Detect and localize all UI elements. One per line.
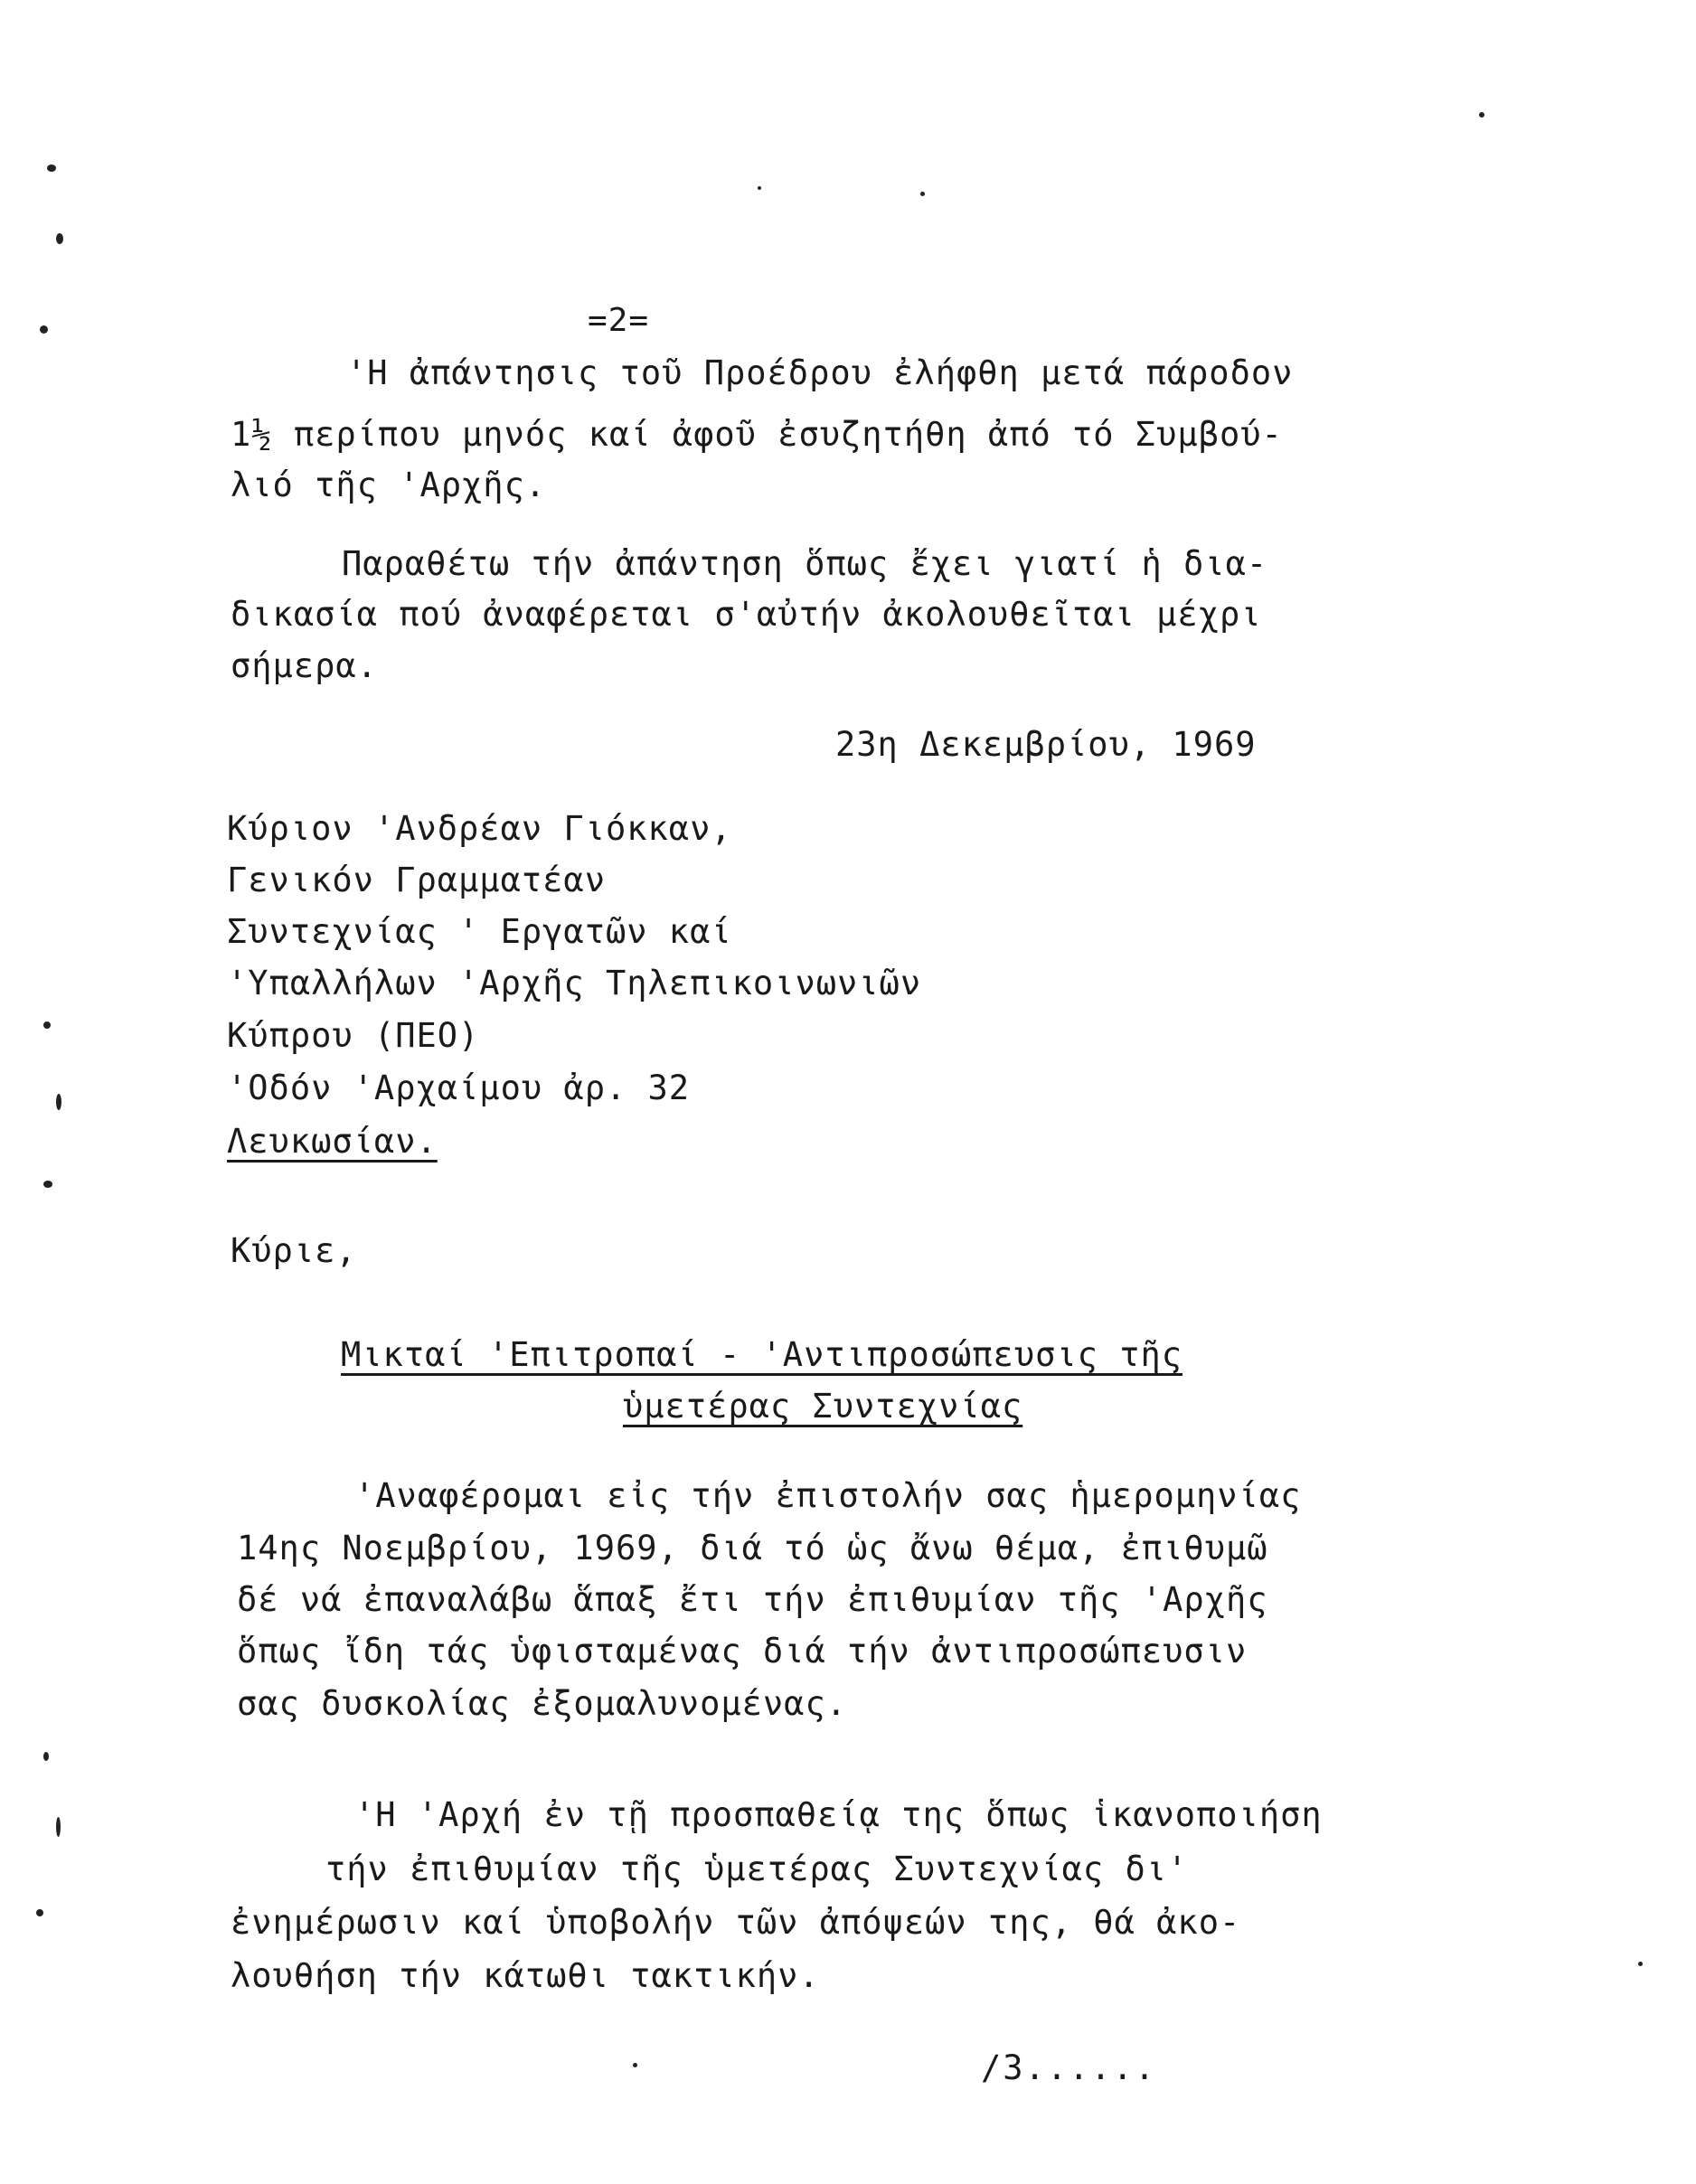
address-line-5: Κύπρου (ΠΕΟ) bbox=[227, 1016, 480, 1055]
body1-line-4: ὅπως ἴδη τάς ὑφισταμένας διά τήν ἀντιπροσώπευσιν bbox=[237, 1632, 1248, 1671]
body2-line-4: λουθήση τήν κάτωθι τακτικήν. bbox=[231, 1956, 820, 1995]
scan-speck bbox=[758, 186, 761, 190]
scan-speck bbox=[40, 325, 48, 334]
scan-speck bbox=[1479, 112, 1484, 118]
address-line-1: Κύριον 'Ανδρέαν Γιόκκαν, bbox=[227, 809, 732, 848]
scan-speck bbox=[43, 1021, 51, 1029]
salutation: Κύριε, bbox=[231, 1231, 357, 1270]
address-line-4: 'Υπαλλήλων 'Αρχῆς Τηλεπικοινωνιῶν bbox=[227, 964, 922, 1003]
scan-speck bbox=[633, 2063, 637, 2067]
scan-speck bbox=[36, 1909, 43, 1916]
subject-line-1: Μικταί 'Επιτροπαί - 'Αντιπροσώπευσις τῆς bbox=[341, 1335, 1183, 1374]
scan-speck bbox=[56, 233, 63, 244]
scan-speck bbox=[47, 165, 56, 172]
body1-line-1: 'Αναφέρομαι εἰς τήν ἐπιστολήν σας ἡμερομηνίας bbox=[354, 1476, 1302, 1515]
address-line-7: Λευκωσίαν. bbox=[227, 1122, 438, 1161]
body1-line-5: σας δυσκολίας ἐξομαλυνομένας. bbox=[237, 1684, 848, 1723]
intro-line-1: 'Η ἀπάντησις τοῦ Προέδρου ἐλήφθη μετά πάροδον bbox=[346, 353, 1294, 392]
intro-line-3: λιό τῆς 'Αρχῆς. bbox=[231, 466, 547, 504]
body2-line-3: ἐνημέρωσιν καί ὑποβολήν τῶν ἀπόψεών της, θά ἀκο- bbox=[231, 1903, 1241, 1942]
scan-speck bbox=[56, 1094, 61, 1110]
intro-line-5: δικασία πού ἀναφέρεται σ'αὐτήν ἀκολουθεῖται μέχρι bbox=[231, 595, 1262, 634]
body1-line-3: δέ νά ἐπαναλάβω ἅπαξ ἔτι τήν ἐπιθυμίαν τῆς 'Αρχῆς bbox=[237, 1580, 1268, 1619]
body2-line-1: 'Η 'Αρχή ἐν τῇ προσπαθείᾳ της ὅπως ἱκανοποιήση bbox=[354, 1795, 1323, 1834]
intro-line-6: σήμερα. bbox=[231, 646, 378, 685]
continuation-mark: /3...... bbox=[981, 2048, 1157, 2087]
intro-line-4: Παραθέτω τήν ἀπάντηση ὅπως ἔχει γιατί ἡ δια- bbox=[342, 544, 1268, 583]
address-line-3: Συντεχνίας ' Εργατῶν καί bbox=[227, 912, 732, 951]
address-line-6: 'Οδόν 'Αρχαίμου ἀρ. 32 bbox=[227, 1068, 691, 1107]
scan-speck bbox=[1638, 1962, 1643, 1966]
subject-line-2: ὑμετέρας Συντεχνίας bbox=[623, 1387, 1023, 1426]
address-line-2: Γενικόν Γραμματέαν bbox=[227, 861, 606, 899]
scan-speck bbox=[43, 1181, 52, 1188]
scan-speck bbox=[56, 1817, 61, 1837]
page-number: =2= bbox=[588, 302, 650, 339]
scan-speck bbox=[43, 1752, 49, 1761]
intro-line-2: 1½ περίπου μηνός καί ἀφοῦ ἐσυζητήθη ἀπό τό Συμβού- bbox=[231, 415, 1283, 454]
scan-speck bbox=[920, 192, 925, 196]
letter-date: 23η Δεκεμβρίου, 1969 bbox=[835, 725, 1257, 764]
body1-line-2: 14ης Νοεμβρίου, 1969, διά τό ὡς ἄνω θέμα, ἐπιθυμῶ bbox=[237, 1529, 1268, 1567]
body2-line-2: τήν ἐπιθυμίαν τῆς ὑμετέρας Συντεχνίας δι' bbox=[325, 1850, 1189, 1888]
